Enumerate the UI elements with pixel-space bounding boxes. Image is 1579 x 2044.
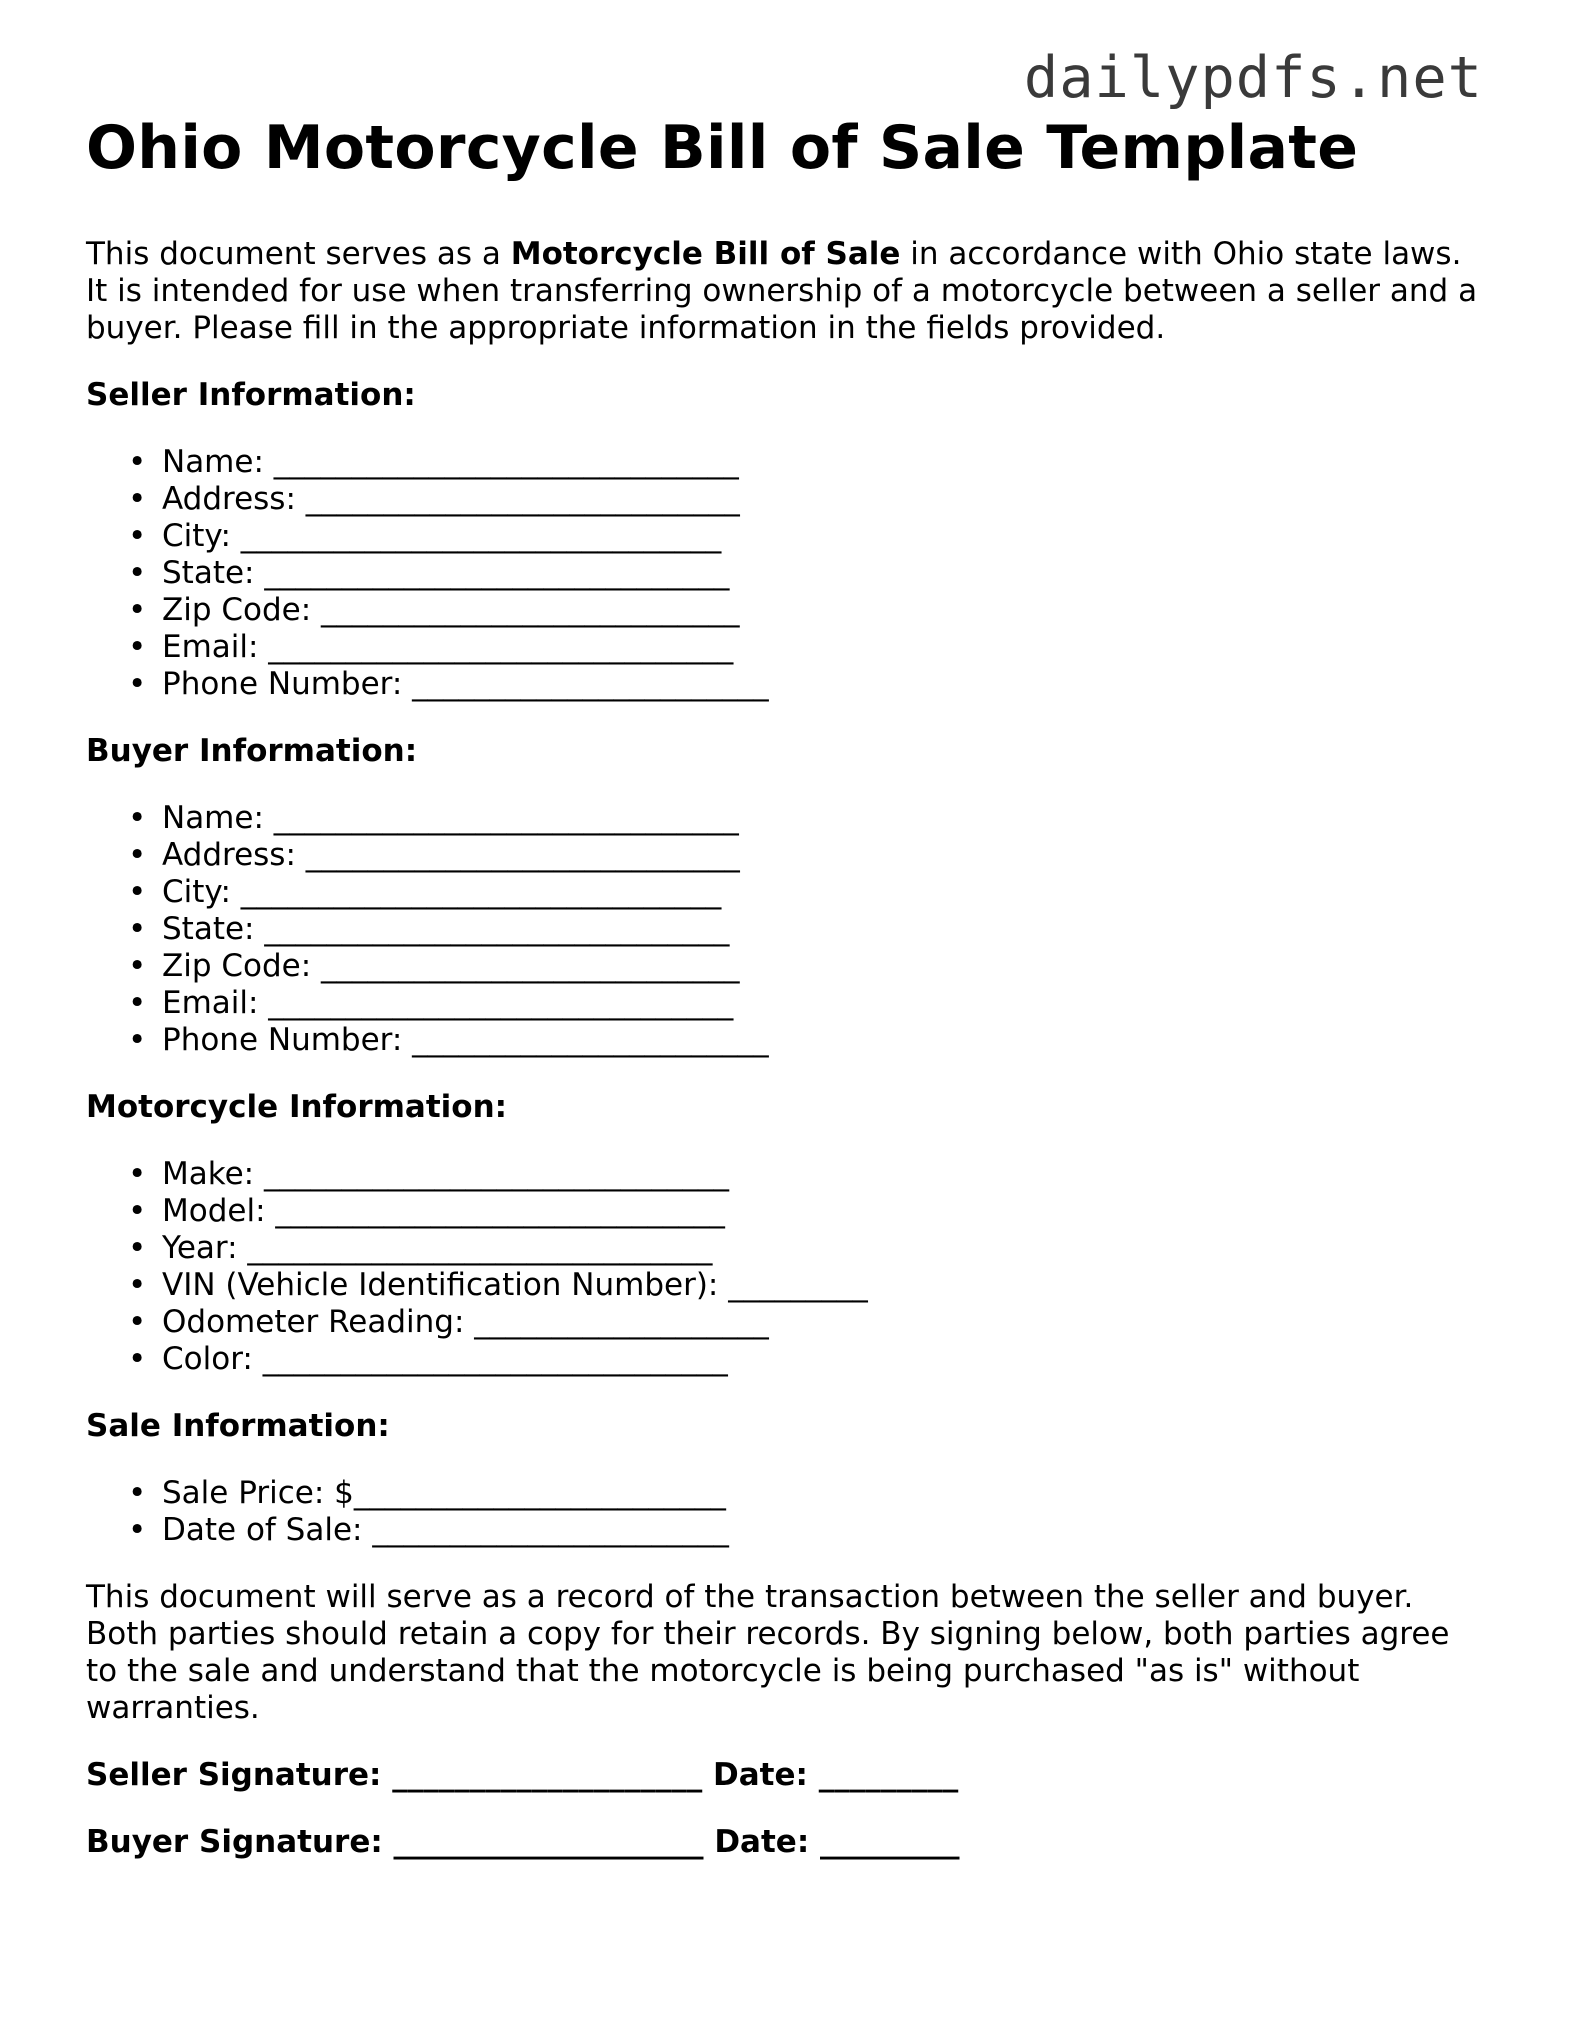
buyer-zip-field[interactable]: • Zip Code: ___________________________ [162, 948, 1486, 985]
buyer-section-heading: Buyer Information: [86, 733, 418, 769]
motorcycle-model-field[interactable]: • Model: _____________________________ [162, 1193, 1486, 1230]
watermark: dailypdfs.net [1023, 45, 1483, 111]
seller-zip-field[interactable]: • Zip Code: ___________________________ [162, 592, 1486, 629]
buyer-email-field[interactable]: • Email: ______________________________ [162, 985, 1486, 1022]
buyer-phone-field[interactable]: • Phone Number: _______________________ [162, 1022, 1486, 1059]
intro-text-end: in accordance with Ohio state laws. It is intended for use when transferring ownership of a motorcycle between a seller and a buyer. Please fill in the appropriate information in the fields provided. [86, 236, 1478, 346]
motorcycle-year-field[interactable]: • Year: ______________________________ [162, 1230, 1486, 1267]
seller-section-heading: Seller Information: [86, 377, 416, 413]
motorcycle-field-list [86, 1156, 1486, 1378]
intro-paragraph [86, 236, 1486, 347]
closing-paragraph: This document will serve as a record of the transaction between the seller and buyer. Both parties should retain a copy for their records. By signing below, both parties agree to the sale and understand that the motorcycle is being purchased "as is" without warranties. [86, 1579, 1450, 1726]
motorcycle-color-field[interactable]: • Color: ______________________________ [162, 1341, 1486, 1378]
seller-address-field[interactable]: • Address: ____________________________ [162, 481, 1486, 518]
seller-phone-field[interactable]: • Phone Number: _______________________ [162, 666, 1486, 703]
sale-section-heading: Sale Information: [86, 1408, 390, 1444]
seller-city-field[interactable]: • City: _______________________________ [162, 518, 1486, 555]
buyer-field-list [86, 800, 1486, 1059]
document-body [86, 112, 1486, 1891]
seller-name-field[interactable]: • Name: ______________________________ [162, 444, 1486, 481]
buyer-name-field[interactable]: • Name: ______________________________ [162, 800, 1486, 837]
intro-text-start: This document serves as a [86, 236, 511, 272]
buyer-city-field[interactable]: • City: _______________________________ [162, 874, 1486, 911]
seller-field-list [86, 444, 1486, 703]
sale-price-field[interactable]: • Sale Price: $________________________ [162, 1475, 1486, 1512]
seller-signature-line[interactable]: Seller Signature: ____________________ Date: _________ [86, 1757, 959, 1793]
sale-date-field[interactable]: • Date of Sale: _______________________ [162, 1512, 1486, 1549]
sale-field-list [86, 1475, 1486, 1549]
seller-state-field[interactable]: • State: ______________________________ [162, 555, 1486, 592]
intro-bold-term: Motorcycle Bill of Sale [510, 236, 901, 272]
motorcycle-odometer-field[interactable]: • Odometer Reading: ___________________ [162, 1304, 1486, 1341]
buyer-state-field[interactable]: • State: ______________________________ [162, 911, 1486, 948]
page-title: Ohio Motorcycle Bill of Sale Template [86, 113, 1359, 183]
buyer-signature-line[interactable]: Buyer Signature: ____________________ Date: _________ [86, 1824, 960, 1860]
buyer-address-field[interactable]: • Address: ____________________________ [162, 837, 1486, 874]
motorcycle-section-heading: Motorcycle Information: [86, 1089, 508, 1125]
motorcycle-make-field[interactable]: • Make: ______________________________ [162, 1156, 1486, 1193]
motorcycle-vin-field[interactable]: • VIN (Vehicle Identification Number): _________ [162, 1267, 1486, 1304]
seller-email-field[interactable]: • Email: ______________________________ [162, 629, 1486, 666]
